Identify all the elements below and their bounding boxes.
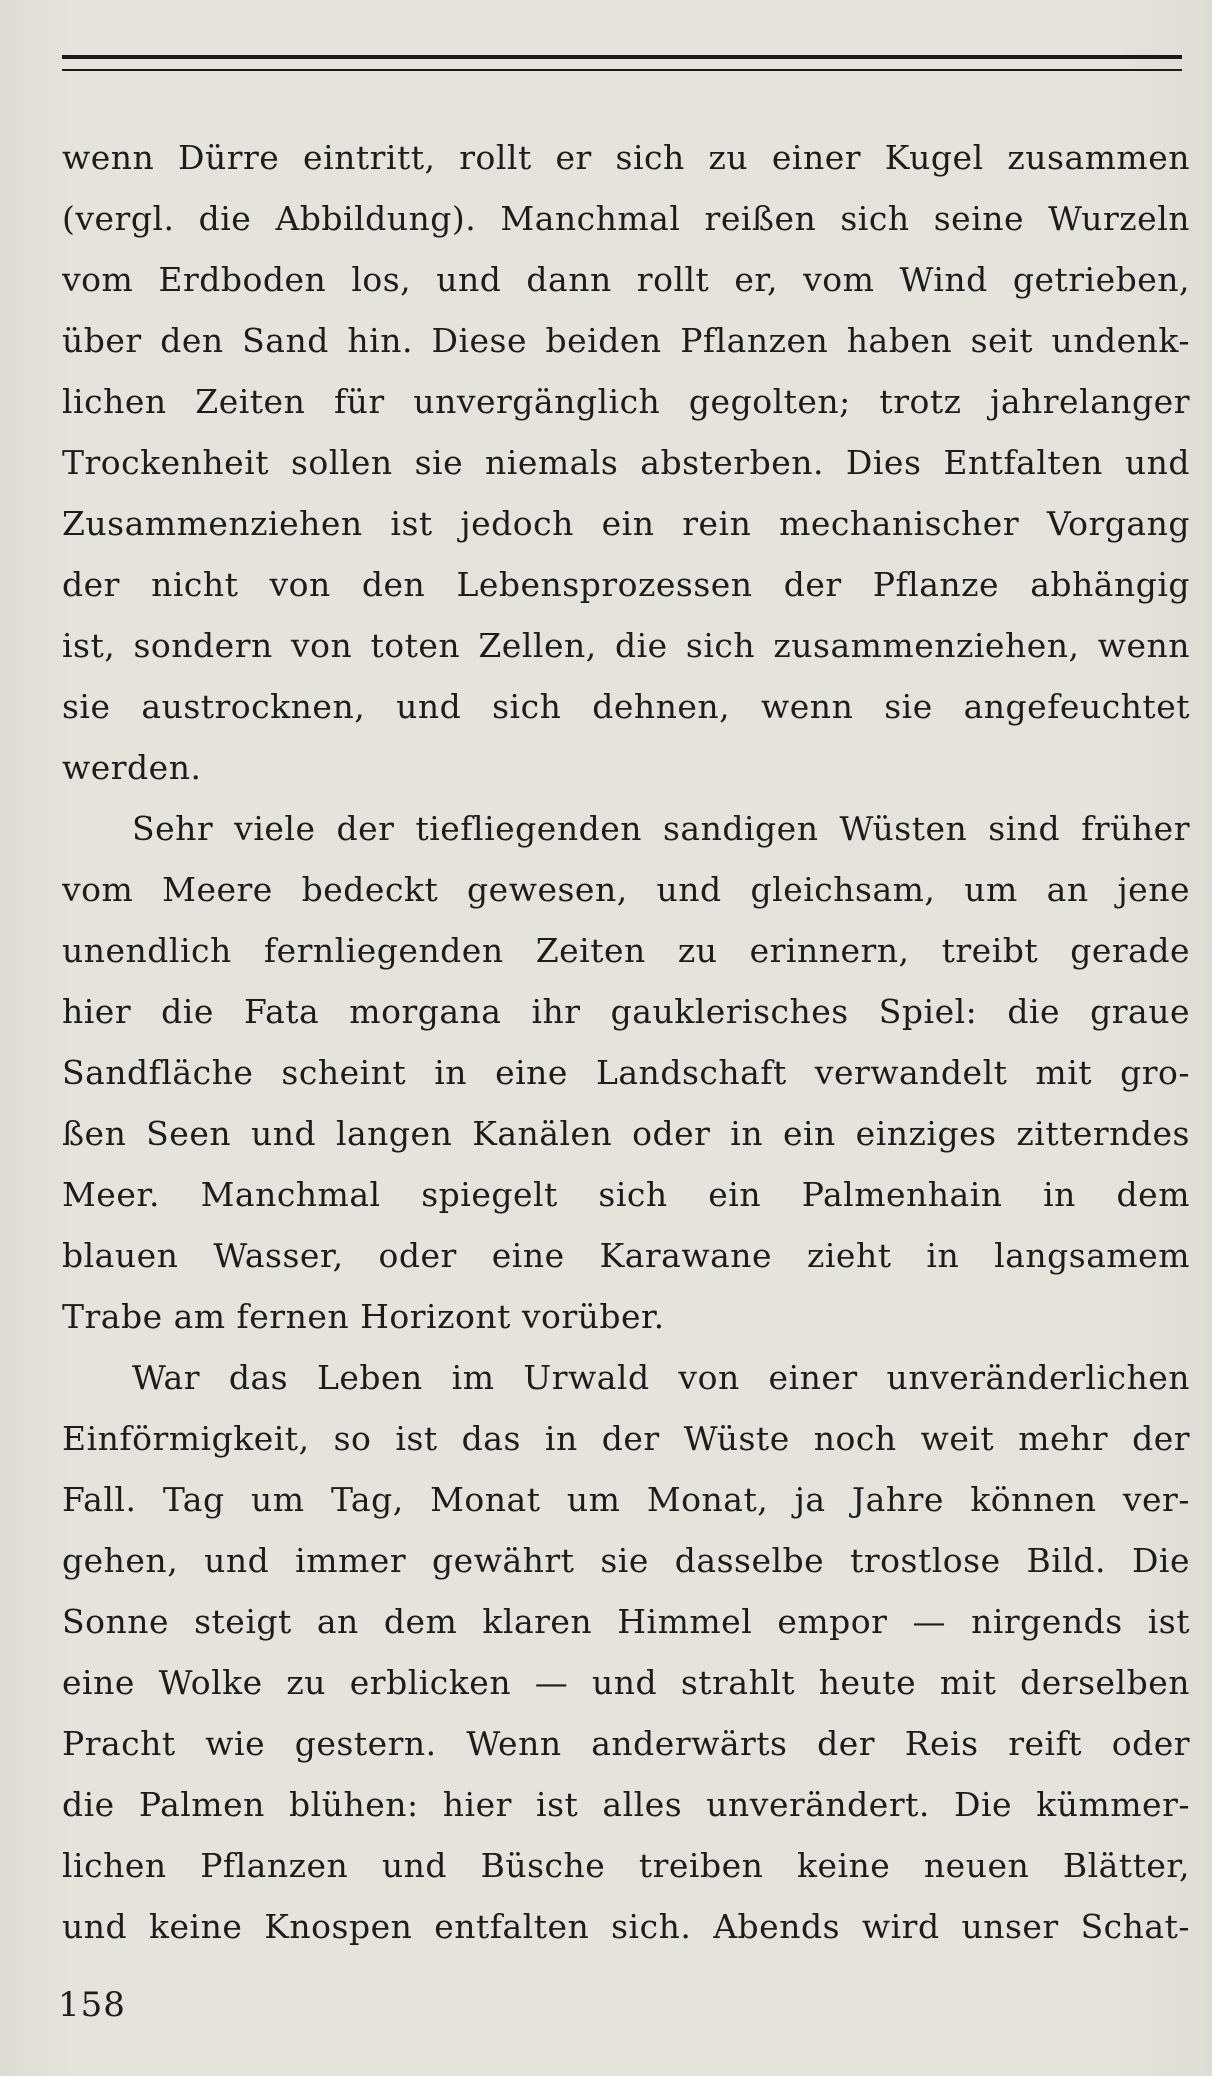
- text-line: ist, sondern von toten Zellen, die sich zusammenziehen, wenn: [62, 626, 1190, 665]
- header-rule-thin: [62, 69, 1182, 71]
- text-line: gehen, und immer gewährt sie dasselbe trostlose Bild. Die: [62, 1541, 1190, 1580]
- text-line: Fall. Tag um Tag, Monat um Monat, ja Jahre können ver-: [62, 1480, 1190, 1519]
- text-line: lichen Zeiten für unvergänglich gegolten; trotz jahrelanger: [62, 382, 1190, 421]
- text-line: vom Meere bedeckt gewesen, und gleichsam, um an jene: [62, 870, 1190, 909]
- text-line: hier die Fata morgana ihr gauklerisches Spiel: die graue: [62, 992, 1190, 1031]
- text-line: vom Erdboden los, und dann rollt er, vom Wind getrieben,: [62, 260, 1190, 299]
- text-line: ßen Seen und langen Kanälen oder in ein einziges zitterndes: [62, 1114, 1190, 1153]
- text-line: Trockenheit sollen sie niemals absterben. Dies Entfalten und: [62, 443, 1190, 482]
- text-line: die Palmen blühen: hier ist alles unverändert. Die kümmer-: [62, 1785, 1190, 1824]
- text-line: sie austrocknen, und sich dehnen, wenn sie angefeuchtet: [62, 687, 1190, 726]
- text-line: blauen Wasser, oder eine Karawane zieht in langsamem: [62, 1236, 1190, 1275]
- text-line: Sandfläche scheint in eine Landschaft verwandelt mit gro-: [62, 1053, 1190, 1092]
- text-line: Meer. Manchmal spiegelt sich ein Palmenhain in dem: [62, 1175, 1190, 1214]
- text-line: werden.: [62, 748, 202, 787]
- paragraph-start-line: War das Leben im Urwald von einer unveränderlichen: [132, 1358, 1190, 1397]
- text-line: Zusammenziehen ist jedoch ein rein mechanischer Vorgang: [62, 504, 1190, 543]
- body-text: [62, 127, 1190, 1957]
- text-line: Einförmigkeit, so ist das in der Wüste noch weit mehr der: [62, 1419, 1190, 1458]
- text-line: wenn Dürre eintritt, rollt er sich zu einer Kugel zusammen: [62, 138, 1190, 177]
- text-line: unendlich fernliegenden Zeiten zu erinnern, treibt gerade: [62, 931, 1190, 970]
- text-line: der nicht von den Lebensprozessen der Pflanze abhängig: [62, 565, 1190, 604]
- paragraph-start-line: Sehr viele der tiefliegenden sandigen Wüsten sind früher: [132, 809, 1190, 848]
- text-line: lichen Pflanzen und Büsche treiben keine neuen Blätter,: [62, 1846, 1190, 1885]
- page-number: 158: [58, 1985, 126, 2025]
- text-line: eine Wolke zu erblicken — und strahlt heute mit derselben: [62, 1663, 1190, 1702]
- text-line: Sonne steigt an dem klaren Himmel empor — nirgends ist: [62, 1602, 1190, 1641]
- header-rule-thick: [62, 55, 1182, 59]
- text-line: und keine Knospen entfalten sich. Abends wird unser Schat-: [62, 1907, 1190, 1946]
- text-line: (vergl. die Abbildung). Manchmal reißen sich seine Wurzeln: [62, 199, 1190, 238]
- text-line: Trabe am fernen Horizont vorüber.: [62, 1297, 665, 1336]
- text-line: über den Sand hin. Diese beiden Pflanzen haben seit undenk-: [62, 321, 1190, 360]
- text-line: Pracht wie gestern. Wenn anderwärts der Reis reift oder: [62, 1724, 1190, 1763]
